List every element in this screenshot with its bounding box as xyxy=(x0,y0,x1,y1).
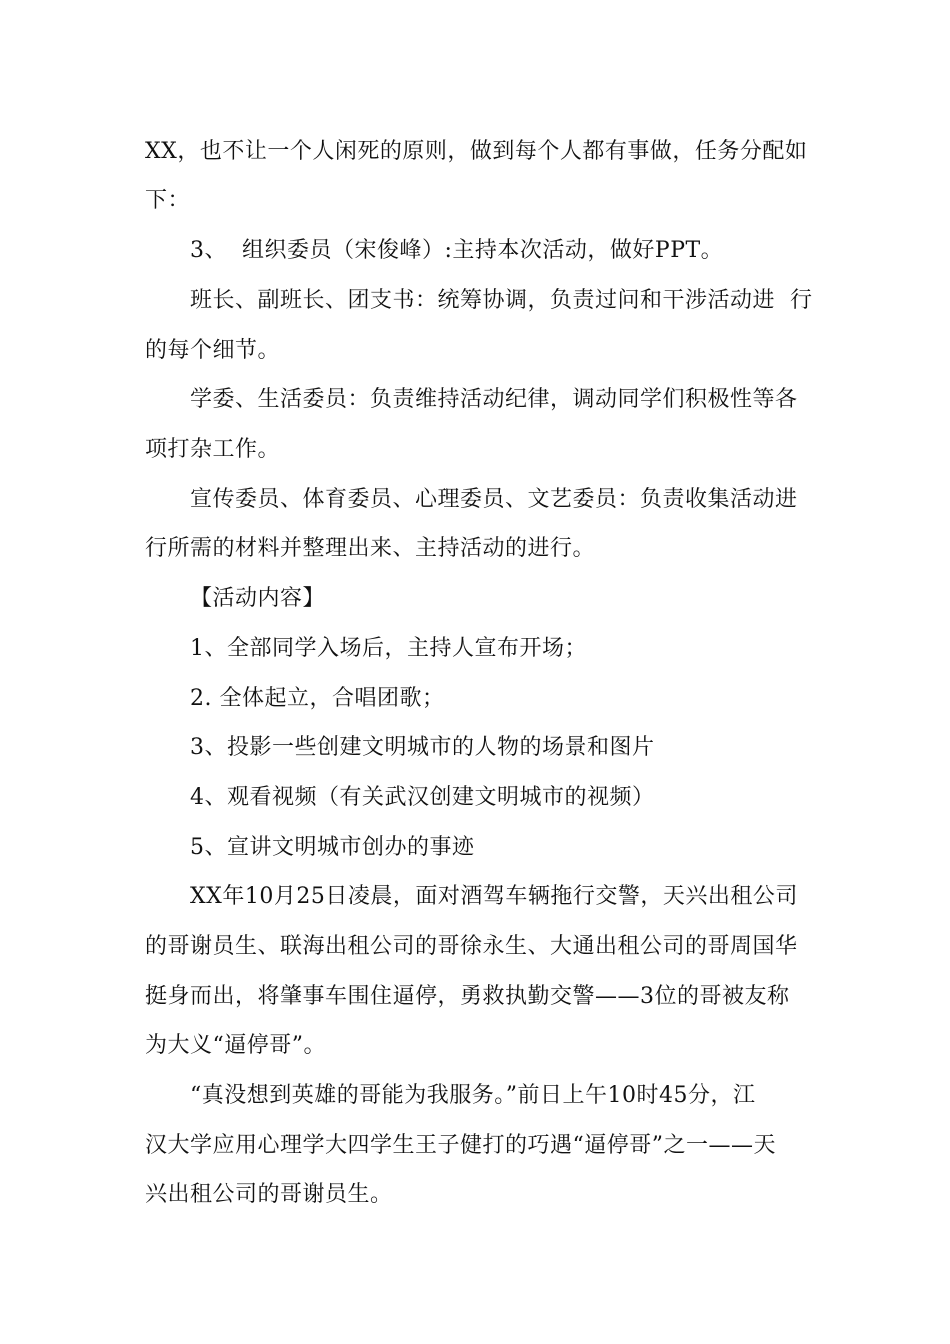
list-item: 1、全部同学入场后，主持人宣布开场； xyxy=(190,636,587,661)
list-item: 3、投影一些创建文明城市的人物的场景和图片 xyxy=(190,735,655,760)
paragraph-line: “真没想到英雄的哥能为我服务。”前日上午10时45分，江 xyxy=(190,1083,756,1108)
paragraph-line: XX，也不让一个人闲死的原则，做到每个人都有事做，任务分配如 xyxy=(145,139,808,164)
paragraph-line: 行所需的材料并整理出来、主持活动的进行。 xyxy=(145,536,596,561)
list-item: 2. 全体起立，合唱团歌； xyxy=(190,686,445,711)
paragraph-line: 挺身而出，将肇事车围住逼停，勇救执勤交警——3位的哥被友称 xyxy=(145,984,790,1009)
section-heading: 【活动内容】 xyxy=(190,586,326,611)
paragraph-line: 为大义“逼停哥”。 xyxy=(145,1033,326,1058)
paragraph-line: 的哥谢员生、联海出租公司的哥徐永生、大通出租公司的哥周国华 xyxy=(145,934,798,959)
paragraph-line: 汉大学应用心理学大四学生王子健打的巧遇“逼停哥”之一——天 xyxy=(145,1133,776,1158)
paragraph-line: 学委、生活委员：负责维持活动纪律，调动同学们积极性等各 xyxy=(190,387,798,412)
paragraph-line: 3、 组织委员（宋俊峰）:主持本次活动，做好PPT。 xyxy=(190,238,724,263)
list-item: 4、观看视频（有关武汉创建文明城市的视频） xyxy=(190,785,655,810)
paragraph-line: 兴出租公司的哥谢员生。 xyxy=(145,1182,393,1207)
paragraph-line: 的每个细节。 xyxy=(145,338,281,363)
paragraph-line: XX年10月25日凌晨，面对酒驾车辆拖行交警，天兴出租公司 xyxy=(190,884,798,909)
paragraph-line: 班长、副班长、团支书：统筹协调，负责过问和干涉活动进 行 xyxy=(190,288,813,313)
list-item: 5、宣讲文明城市创办的事迹 xyxy=(190,835,475,860)
paragraph-line: 宣传委员、体育委员、心理委员、文艺委员：负责收集活动进 xyxy=(190,487,798,512)
paragraph-line: 下： xyxy=(145,188,191,213)
paragraph-line: 项打杂工作。 xyxy=(145,437,281,462)
